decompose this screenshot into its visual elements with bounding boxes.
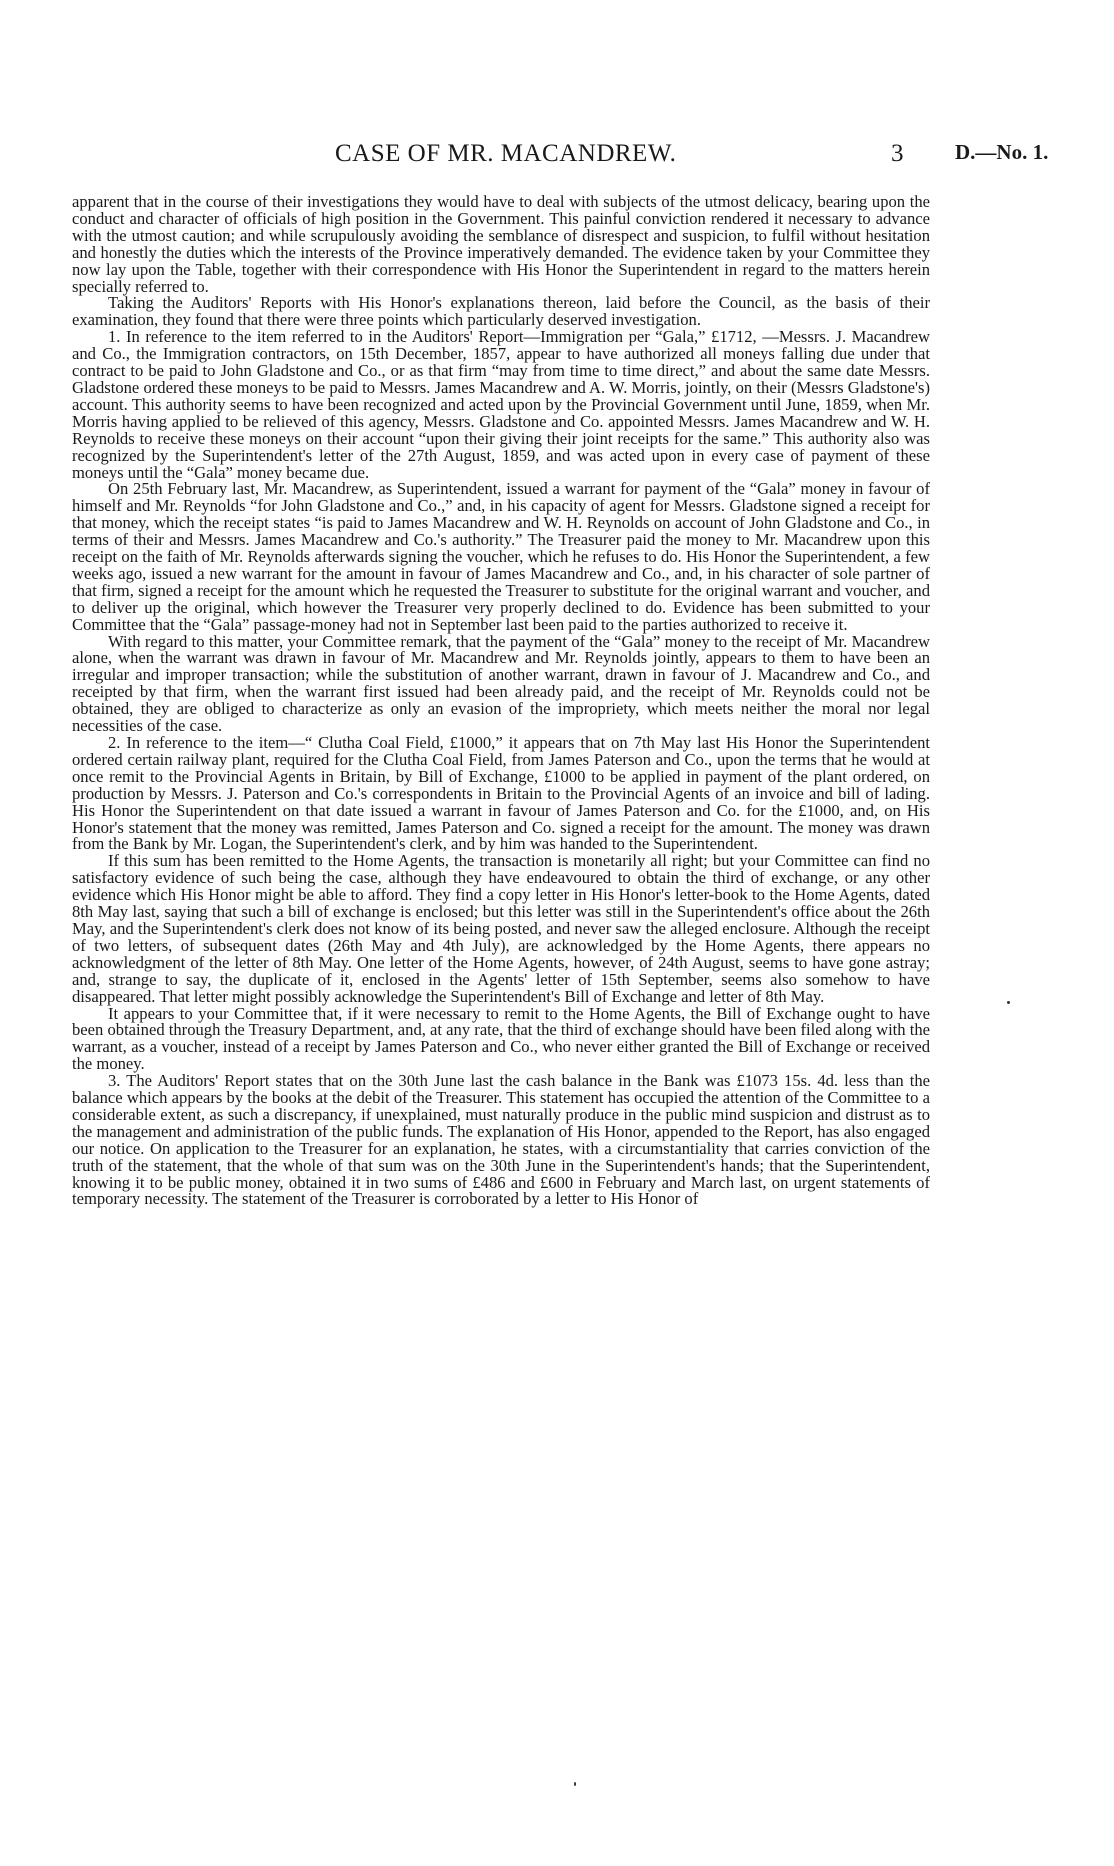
paragraph-committee-remark: With regard to this matter, your Committee remark, that the payment of the “Gala” money to the receipt of Mr. Macandrew alone, when the warrant was drawn in favour of Mr. Macandrew and Mr. Reynolds jointly, appears to them to have been an irregular and improper transaction; while the substitution of another warrant, drawn in favour of J. Macandrew and Co., and receipted by that firm, when the warrant first issued had been already paid, and the receipt of Mr. Reynolds could not be obtained, they are obliged to characterize as only an evasion of the impropriety, which meets neither the moral nor legal necessities of the case. [72,631,930,736]
paragraph-continued: apparent that in the course of their investigations they would have to deal with subjects of the utmost delicacy, bearing upon the conduct and character of officials of high position in the Government. This painful conviction rendered it necessary to advance with the utmost caution; and while scrupulously avoiding the semblance of disrespect and suspicion, to fulfil without hesitation and honestly the duties which the interests of the Province imperatively demanded. The evidence taken by your Committee they now lay upon the Table, together with their correspondence with His Honor the Superintendent in regard to the matters herein specially referred to. [72,192,930,296]
running-title: CASE OF MR. MACANDREW. [335,140,677,167]
paragraph-bill-of-exchange: It appears to your Committee that, if it were necessary to remit to the Home Agents, the Bill of Exchange ought to have been obtained through the Treasury Department, and, at any rate, that the third of exchange should have been filed along with the warrant, as a voucher, instead of a receipt by James Paterson and Co., who never either granted the Bill of Exchange or received the money. [72,1003,931,1074]
paragraph-warrant-february: On 25th February last, Mr. Macandrew, as Superintendent, issued a warrant for payment of the “Gala” money in favour of himself and Mr. Reynolds “for John Gladstone and Co.,” and, in his capacity of agent for Messrs. Gladstone signed a receipt for that money, which the receipt states “is paid to James Macandrew and W. H. Reynolds on account of John Gladstone and Co., in terms of their and Messrs. James Macandrew and Co.'s authority.” The Treasurer paid the money to Mr. Macandrew upon this receipt on the faith of Mr. Reynolds afterwards signing the voucher, which he refuses to do. His Honor the Superintendent, a few weeks ago, issued a new warrant for the amount in favour of James Macandrew and Co., and, in his character of sole partner of that firm, signed a receipt for the amount which he requested the Treasurer to substitute for the original warrant and voucher, and to deliver up the original, which however the Treasurer very properly declined to do. Evidence has been submitted to your Committee that the “Gala” passage-money had not in September last been paid to the parties authorized to receive it. [72,479,930,634]
document-code: D.—No. 1. [955,140,1049,164]
body-text [72,194,930,1208]
paragraph-item-1-gala: 1. In reference to the item referred to in the Auditors' Report—Immigration per “Gala,” £1712, —Messrs. J. Macandrew and Co., the Immigration contractors, on 15th December, 1857, appear to have authorized all moneys falling due under that contract to be paid to John Gladstone and Co., or as that firm “may from time to time direct,” and about the same date Messrs. Gladstone ordered these moneys to be paid to Messrs. James Macandrew and A. W. Morris, jointly, on their (Messrs Gladstone's) account. This authority seems to have been recognized and acted upon by the Provincial Government until June, 1859, when Mr. Morris having applied to be relieved of this agency, Messrs. Gladstone and Co. appointed Messrs. James Macandrew and W. H. Reynolds to receive these moneys on their account “upon their giving their joint receipts for the same.” This authority also was recognized by the Superintendent's letter of the 27th August, 1859, and was acted upon in every case of payment of these moneys until the “Gala” money became due. [72,327,930,482]
paragraph-item-3-cash-balance: 3. The Auditors' Report states that on the 30th June last the cash balance in the Bank was £1073 15s. 4d. less than the balance which appears by the books at the debit of the Treasurer. This statement has occupied the attention of the Committee to a considerable extent, as such a discrepancy, if unexplained, must naturally produce in the public mind suspicion and distrust as to the management and administration of the public funds. The explanation of His Honor, appended to the Report, has also engaged our notice. On application to the Treasurer for an explanation, he states, with a circumstantiality that carries conviction of the truth of the statement, that the whole of that sum was on the 30th June in the Superintendent's hands; that the Superintendent, knowing it to be public money, obtained it in two sums of £486 and £600 in February and March last, on urgent statements of temporary necessity. The statement of the Treasurer is corroborated by a letter to His Honor of [72,1071,930,1209]
page-header [0,140,1114,180]
paragraph-item-2-clutha: 2. In reference to the item—“ Clutha Coal Field, £1000,” it appears that on 7th May last His Honor the Superintendent ordered certain railway plant, required for the Clutha Coal Field, from James Paterson and Co., upon the terms that he would at once remit to the Provincial Agents in Britain, by Bill of Exchange, £1000 to be applied in payment of the plant ordered, on production by Messrs. J. Paterson and Co.'s correspondents in Britain to the Provincial Agents of an invoice and bill of lading. His Honor the Superintendent on that date issued a warrant in favour of James Paterson and Co. for the £1000, and, on His Honor's statement that the money was remitted, James Paterson and Co. signed a receipt for the amount. The money was drawn from the Bank by Mr. Logan, the Superintendent's clerk, and by him was handed to the Superintendent. [72,733,930,854]
paragraph-auditors-reports: Taking the Auditors' Reports with His Honor's explanations thereon, laid before the Council, as the basis of their examination, they found that there were three points which particularly deserved investigation. [72,293,930,330]
paragraph-home-agents: If this sum has been remitted to the Home Agents, the transaction is monetarily all right; but your Committee can find no satisfactory evidence of such being the case, although they have endeavoured to obtain the third of exchange, or any other evidence which His Honor might be able to afford. They find a copy letter in His Honor's letter-book to the Home Agents, dated 8th May last, saying that such a bill of exchange is enclosed; but this letter was still in the Superintendent's office about the 26th May, and the Superintendent's clerk does not know of its being posted, and never saw the alleged enclosure. Although the receipt of two letters, of subsequent dates (26th May and 4th July), are acknowledged by the Home Agents, there appears no acknowledgment of the letter of 8th May. One letter of the Home Agents, however, of 24th August, seems to have gone astray; and, strange to say, the duplicate of it, enclosed in the Agents' letter of 15th September, seems also somehow to have disappeared. That letter might possibly acknowledge the Superintendent's Bill of Exchange and letter of 8th May. [72,851,930,1006]
page-number: 3 [891,140,904,167]
print-speck [574,1782,576,1786]
print-speck [1007,1001,1010,1004]
